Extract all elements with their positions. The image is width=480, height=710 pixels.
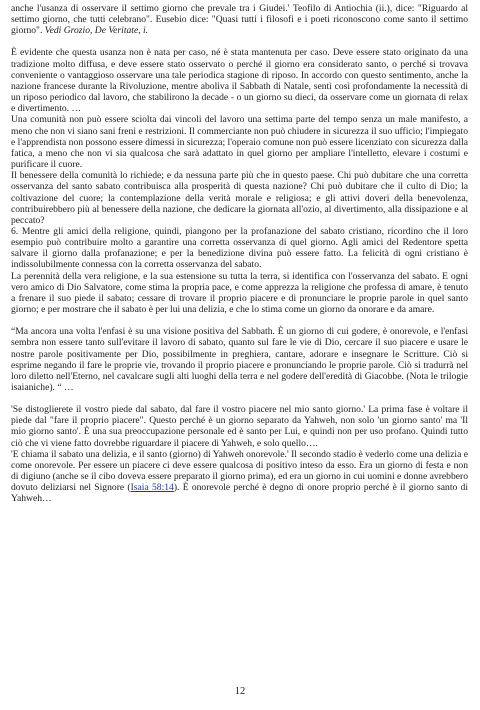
quote-closing: ). È onorevole perché è degno di onore proprio perché è il giorno santo di Yahweh… [11, 482, 468, 505]
quote-paragraph: 'Se distoglierete il vostro piede dal sabato, dal fare il vostro piacere nel mio santo giorno.' La prima fase è voltare il piede dal "fare il proprio piacere". Questo perché è un giorno separato da Yahweh, non solo 'un giorno santo' ma 'Il mio giorno santo'. È una sua preoccupazione personale ed è santo per Lui, e quindi non per uso profano. Quindi tutto ciò che vi viene fatto dovrebbe riguardare il piacere di Yahweh, e solo quello…. [11, 404, 468, 449]
intro-text: anche l'usanza di osservare il settimo giorno che prevale tra i Giudei.' Teofilo di Antiochia (ii.), dice: "Riguardo al settimo giorno, che tutti celebrano". Eusebio dice: "Quasi tutti i filosofi e i poeti riconoscono come santo il settimo giorno". [11, 3, 468, 37]
body-paragraph: Il benessere della comunità lo richiede; e da nessuna parte più che in questo paese. Chi può dubitare che una corretta osservanza del santo sabato contribuisca alla prosperità di questa nazione? Chi può dubitare che il culto di Dio; la coltivazione del cuore; la contemplazione della verità morale e religiosa; e gli attivi doveri della benevolenza, contribuirebbero più al benessere della nazione, che dedicare la giornata all'ozio, al divertimento, alla dissipazione e al peccato? [11, 170, 468, 226]
body-paragraph: La perennità della vera religione, e la sua estensione su tutta la terra, si identifica con l'osservanza del sabato. E ogni vero amico di Dio Salvatore, come stima la propria pace, e come apprezza la religione che professa di amare, è tenuto a frenare il suo piede il sabato; cessare di trovare il proprio piacere e di pronunciare le proprie parole in quel santo giorno; e per mostrare che il sabato è per lui una delizia, e che lo stima come un giorno da onorare e da amare. [11, 270, 468, 316]
body-paragraph: Una comunità non può essere sciolta dai vincoli del lavoro una settima parte del tempo senza un male manifesto, a meno che non vi siano sani freni e restrizioni. Il commerciante non può chiudere in sicurezza il suo ufficio; l'impiegato e l'apprendista non possono essere dimessi in sicurezza; l'operaio comune non può essere licenziato con sicurezza dalla fatica, a meno che non vi sia qualcosa che sarà adattato in quel giorno per ampliare l'intelletto, elevare i costumi e purificare il cuore. [11, 114, 468, 171]
quote-paragraph [11, 449, 468, 505]
body-paragraph: 6. Mentre gli amici della religione, quindi, piangono per la profanazione del sabato cristiano, ricordino che il loro esempio può contribuire molto a garantire una corretta osservanza di quel giorno. Agli amici del Redentore spetta salvare il giorno dalla profanazione; e per la benedizione divina può essere fatto. La felicità di ogni cristiano è indissolubilmente connessa con la corretta osservanza del sabato. [11, 225, 468, 271]
scripture-link[interactable]: Isaia 58:14 [130, 482, 174, 494]
page-number: 12 [234, 686, 246, 697]
intro-paragraph [11, 3, 468, 36]
intro-citation: Vedi Grozio, De Veritate, i. [44, 25, 149, 37]
quote-text: 'E chiama il sabato una delizia, e il santo (giorno) di Yahweh onorevole.' Il secondo stadio è vederlo come una delizia e come onorevole. Per essere un piacere ci deve essere qualcosa di positivo inteso da esso. Era un giorno di festa e non di digiuno (anche se il cibo doveva essere preparato il giorno prima), ed era un giorno in cui uomini e donne avrebbero dovuto deliziarsi nel Signore ( [11, 448, 468, 494]
body-paragraph: È evidente che questa usanza non è nata per caso, né è stata mantenuta per caso. Deve essere stato originato da una tradizione molto diffusa, e deve essere stato osservato o perché il giorno era considerato santo, o perché si trovava conveniente o vantaggioso osservare una tale periodica stagione di riposo. In accordo con questo sentimento, anche la nazione francese durante la Rivoluzione, mentre aboliva il Sabbath di Natale, sentì così profondamente la necessità di un riposo periodico dal lavoro, che stabilirono la decade - o un giorno su dieci, da osservare come un giornata di relax e divertimento. … [11, 47, 468, 115]
quote-paragraph: “Ma ancora una volta l'enfasi è su una visione positiva del Sabbath. È un giorno di cui godere, è onorevole, e l'enfasi sembra non essere tanto sull'evitare il lavoro di sabato, quanto sul fare le vie di Dio, cercare il suo piacere e usare le nostre parole positivamente per Dio, possibilmente in preghiera, cantare, adorare e insegnare le Scritture. Ciò si esprime negando il fare le proprie vie, trovando il proprio piacere e pronunciando le proprie parole. Ciò si tradurrà nel loro diletto nell'Eterno, nel cavalcare sugli alti luoghi della terra e nel godere dell'eredità di Giacobbe. (Nota le trilogie isaianiche). “ … [11, 326, 468, 393]
